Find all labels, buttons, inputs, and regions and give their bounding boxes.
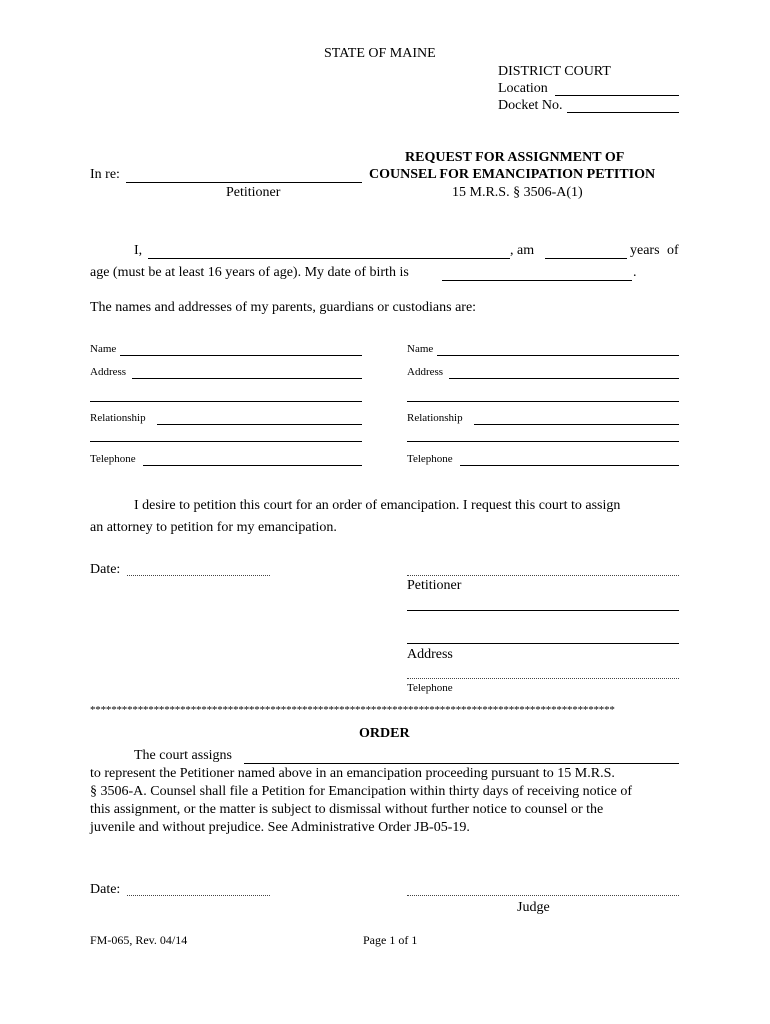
parent2-extra-line[interactable] [407, 441, 679, 442]
petitioner-signature-field[interactable] [407, 575, 679, 576]
location-label: Location [498, 81, 548, 96]
location-field[interactable] [555, 95, 679, 96]
request-line2: an attorney to petition for my emancipation. [90, 520, 337, 535]
years-label: years [630, 243, 660, 258]
order-text-line1: to represent the Petitioner named above in an emancipation proceeding pursuant to 15 M.R.S. [90, 766, 615, 781]
in-re-label: In re: [90, 167, 120, 182]
parent2-address-field[interactable] [449, 378, 679, 379]
telephone-field[interactable] [407, 678, 679, 679]
form-id: FM-065, Rev. 04/14 [90, 933, 188, 947]
parent2-relationship-label: Relationship [407, 412, 463, 424]
judge-signature-field[interactable] [407, 895, 679, 896]
in-re-field[interactable] [126, 182, 362, 183]
parent1-address-line2[interactable] [90, 401, 362, 402]
parent1-telephone-label: Telephone [90, 453, 136, 465]
assigned-counsel-field[interactable] [244, 763, 679, 764]
parent2-telephone-field[interactable] [460, 465, 679, 466]
parent2-address-label: Address [407, 366, 444, 378]
of-label: of [667, 243, 679, 258]
order-heading: ORDER [359, 726, 410, 741]
age-statement: age (must be at least 16 years of age). My date of birth is [90, 265, 409, 280]
request-line1: I desire to petition this court for an order of emancipation. I request this court to assign [134, 498, 621, 513]
petitioner-extra-line[interactable] [407, 610, 679, 611]
document-title-line2: COUNSEL FOR EMANCIPATION PETITION [369, 167, 656, 182]
asterisk-divider: *************************************************************************************************** [90, 704, 615, 716]
statute-citation: 15 M.R.S. § 3506-A(1) [452, 185, 583, 200]
address-field[interactable] [407, 643, 679, 644]
caption-petitioner-label: Petitioner [226, 185, 281, 200]
parent2-telephone-label: Telephone [407, 453, 453, 465]
order-text-line2: § 3506-A. Counsel shall file a Petition for Emancipation within thirty days of receiving notice of [90, 784, 632, 799]
order-date-label: Date: [90, 882, 121, 897]
parent1-name-field[interactable] [120, 355, 362, 356]
parent2-name-field[interactable] [437, 355, 679, 356]
address-label: Address [407, 647, 453, 662]
judge-label: Judge [517, 900, 550, 915]
docket-label: Docket No. [498, 98, 563, 113]
state-heading: STATE OF MAINE [324, 46, 436, 61]
am-label: , am [510, 243, 535, 258]
parent1-address-field[interactable] [132, 378, 362, 379]
parent2-address-line2[interactable] [407, 401, 679, 402]
parent2-name-label: Name [407, 343, 434, 355]
date-field[interactable] [127, 575, 270, 576]
order-text-line3: this assignment, or the matter is subject to dismissal without further notice to counsel or the [90, 802, 604, 817]
parent1-name-label: Name [90, 343, 117, 355]
petitioner-signature-label: Petitioner [407, 578, 462, 593]
name-field[interactable] [148, 258, 510, 259]
order-text-line4: juvenile and without prejudice. See Administrative Order JB-05-19. [90, 820, 470, 835]
parent1-telephone-field[interactable] [143, 465, 362, 466]
date-of-birth-field[interactable] [442, 280, 632, 281]
parent1-relationship-label: Relationship [90, 412, 146, 424]
parent1-address-label: Address [90, 366, 127, 378]
i-label: I, [134, 243, 143, 258]
parent2-relationship-field[interactable] [474, 424, 679, 425]
telephone-label: Telephone [407, 682, 453, 694]
court-name: DISTRICT COURT [498, 64, 611, 79]
age-field[interactable] [545, 258, 627, 259]
docket-field[interactable] [567, 112, 679, 113]
date-label: Date: [90, 562, 121, 577]
parent1-relationship-field[interactable] [157, 424, 362, 425]
parents-statement: The names and addresses of my parents, guardians or custodians are: [90, 300, 477, 315]
parent1-extra-line[interactable] [90, 441, 362, 442]
document-title-line1: REQUEST FOR ASSIGNMENT OF [405, 150, 625, 165]
order-date-field[interactable] [127, 895, 270, 896]
dob-period: . [633, 265, 637, 280]
page-number: Page 1 of 1 [363, 933, 418, 947]
court-assigns-label: The court assigns [134, 748, 232, 763]
